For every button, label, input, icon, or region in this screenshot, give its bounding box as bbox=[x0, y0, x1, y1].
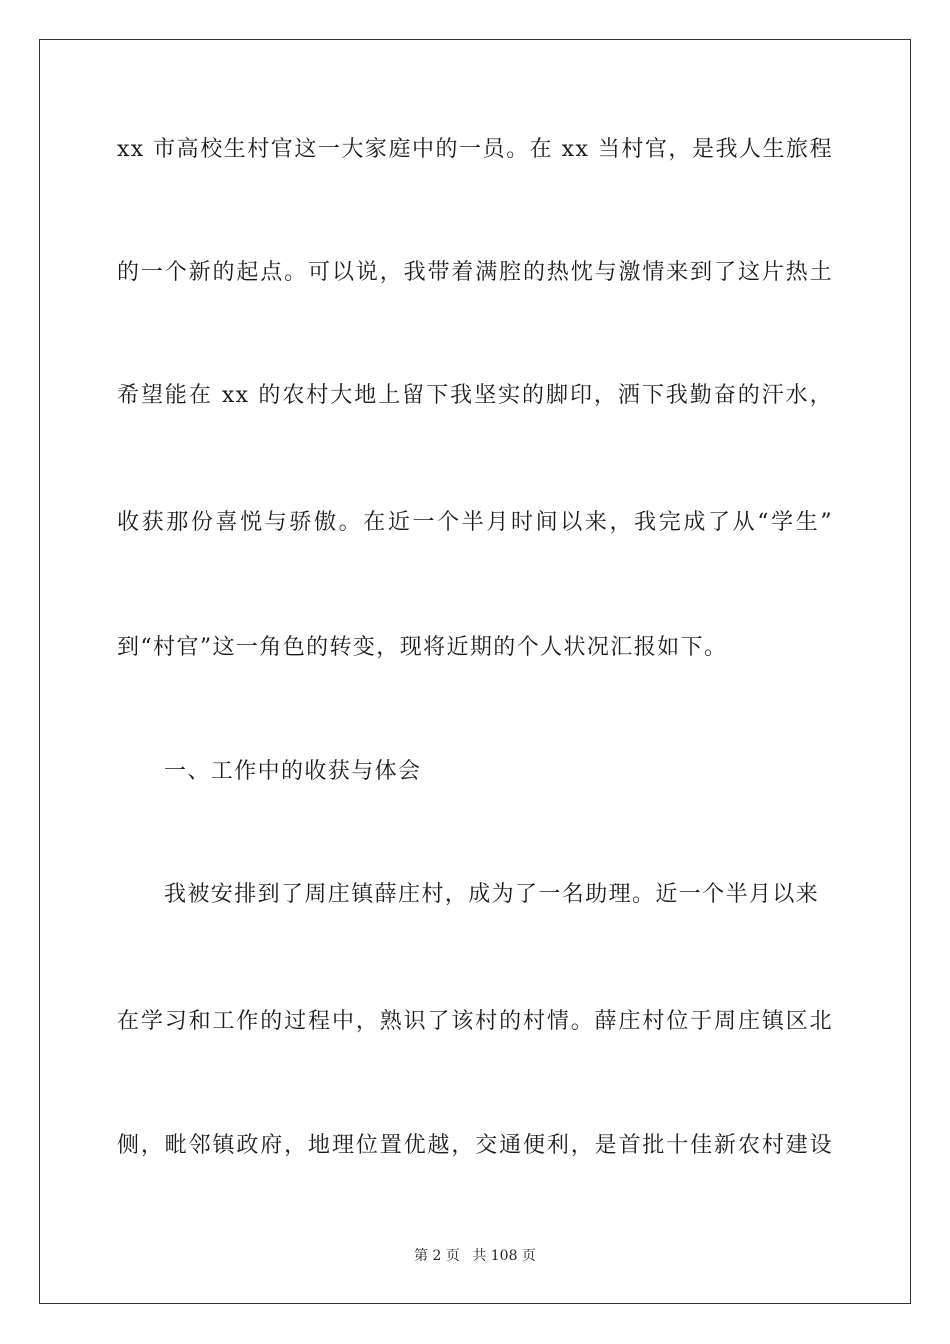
body-text-line: 收获那份喜悦与骄傲。在近一个半月时间以来，我完成了从“学生” bbox=[117, 510, 833, 535]
page-frame bbox=[39, 39, 911, 1304]
body-text-line: 在学习和工作的过程中，熟识了该村的村情。薛庄村位于周庄镇区北 bbox=[117, 1009, 833, 1034]
body-text-line: 的一个新的起点。可以说，我带着满腔的热忱与激情来到了这片热土 bbox=[117, 260, 833, 285]
body-text-line: 到“村官”这一角色的转变，现将近期的个人状况汇报如下。 bbox=[117, 635, 728, 660]
page-number: 第 2 页 bbox=[414, 1248, 460, 1264]
page-footer bbox=[0, 1246, 950, 1266]
body-text-line: 我被安排到了周庄镇薛庄村，成为了一名助理。近一个半月以来 bbox=[164, 882, 820, 907]
body-text-line: 侧，毗邻镇政府，地理位置优越，交通便利，是首批十佳新农村建设 bbox=[117, 1133, 833, 1158]
page-total: 共 108 页 bbox=[472, 1248, 536, 1264]
body-text-line: xx 市高校生村官这一大家庭中的一员。在 xx 当村官，是我人生旅程 bbox=[117, 137, 833, 162]
body-text-line: 希望能在 xx 的农村大地上留下我坚实的脚印，洒下我勤奋的汗水， bbox=[117, 383, 833, 408]
section-heading: 一、工作中的收获与体会 bbox=[164, 759, 422, 784]
